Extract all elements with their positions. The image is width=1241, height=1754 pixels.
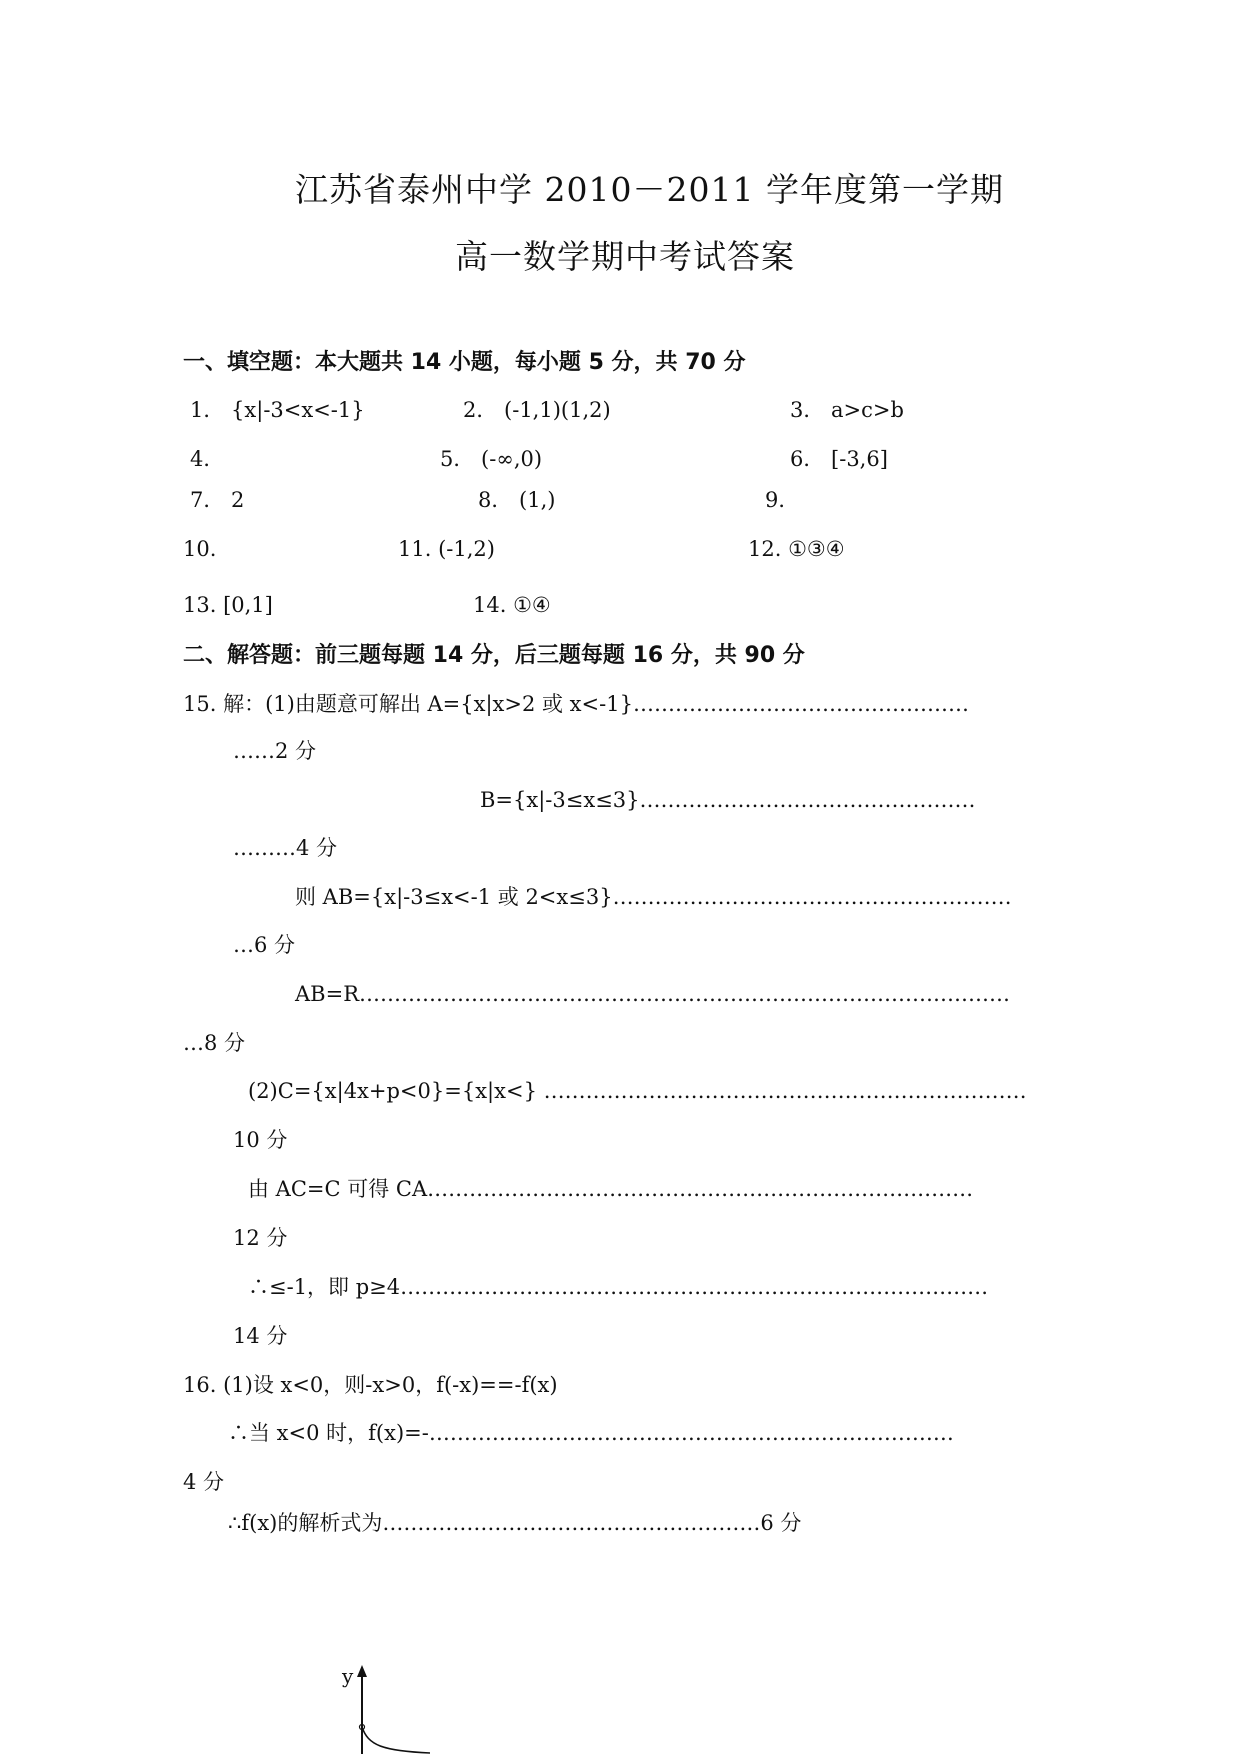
answer-10: 10. — [183, 537, 217, 561]
answer-3: 3． a>c>b — [790, 398, 904, 422]
y-axis-arrow-icon — [357, 1665, 367, 1677]
solution-line: ∴当 x<0 时，f(x)=-………………………………………………………………… — [228, 1421, 954, 1445]
graph-curve — [362, 1727, 430, 1753]
y-axis-label: y — [342, 1665, 354, 1688]
title-line-1: 江苏省泰州中学 2010－2011 学年度第一学期 — [295, 170, 1004, 209]
solution-line: 15. 解：(1)由题意可解出 A={x|x>2 或 x<-1}………………………………………… — [183, 692, 969, 716]
solution-line: ……2 分 — [233, 739, 317, 763]
solution-line: 10 分 — [233, 1128, 288, 1152]
solution-line: AB=R………………………………………………………………………………… — [295, 982, 1011, 1006]
answer-9: 9． — [765, 488, 800, 512]
solution-line: 由 AC=C 可得 CA…………………………………………………………………… — [248, 1177, 974, 1201]
solution-line: 14 分 — [233, 1324, 288, 1348]
solution-line: ∴≤-1，即 p≥4………………………………………………………………………… — [248, 1275, 989, 1299]
answer-12: 12. ①③④ — [748, 537, 845, 561]
answer-5: 5． (-∞,0) — [440, 447, 543, 471]
answer-14: 14. ①④ — [473, 593, 551, 617]
solution-line: ………4 分 — [233, 836, 338, 860]
solution-line: …8 分 — [183, 1031, 246, 1055]
solution-line: 则 AB={x|-3≤x<-1 或 2<x≤3}………………………………………………… — [295, 885, 1012, 909]
solution-line: …6 分 — [233, 933, 296, 957]
answer-1: 1． {x|-3<x<-1} — [190, 398, 365, 422]
solution-line: ∴f(x)的解析式为………………………………………………6 分 — [228, 1511, 802, 1535]
solution-line: 12 分 — [233, 1226, 288, 1250]
answer-6: 6． [-3,6] — [790, 447, 888, 471]
solution-line: B={x|-3≤x≤3}………………………………………… — [480, 788, 976, 812]
section1-heading: 一、填空题：本大题共 14 小题，每小题 5 分，共 70 分 — [183, 350, 746, 375]
function-graph — [330, 1665, 450, 1754]
answer-8: 8． (1,) — [478, 488, 556, 512]
answer-7: 7． 2 — [190, 488, 245, 512]
solution-line: 16. (1)设 x<0，则-x>0，f(-x)==-f(x) — [183, 1373, 558, 1397]
solution-line: 4 分 — [183, 1470, 225, 1494]
answer-4: 4． — [190, 447, 225, 471]
solution-line: (2)C={x|4x+p<0}={x|x<} …………………………………………………………… — [248, 1079, 1027, 1103]
section2-heading: 二、解答题：前三题每题 14 分，后三题每题 16 分，共 90 分 — [183, 643, 805, 668]
answer-11: 11. (-1,2) — [398, 537, 495, 561]
answer-2: 2． (-1,1)(1,2) — [463, 398, 611, 422]
title-line-2: 高一数学期中考试答案 — [455, 237, 795, 276]
answer-13: 13. [0,1] — [183, 593, 273, 617]
